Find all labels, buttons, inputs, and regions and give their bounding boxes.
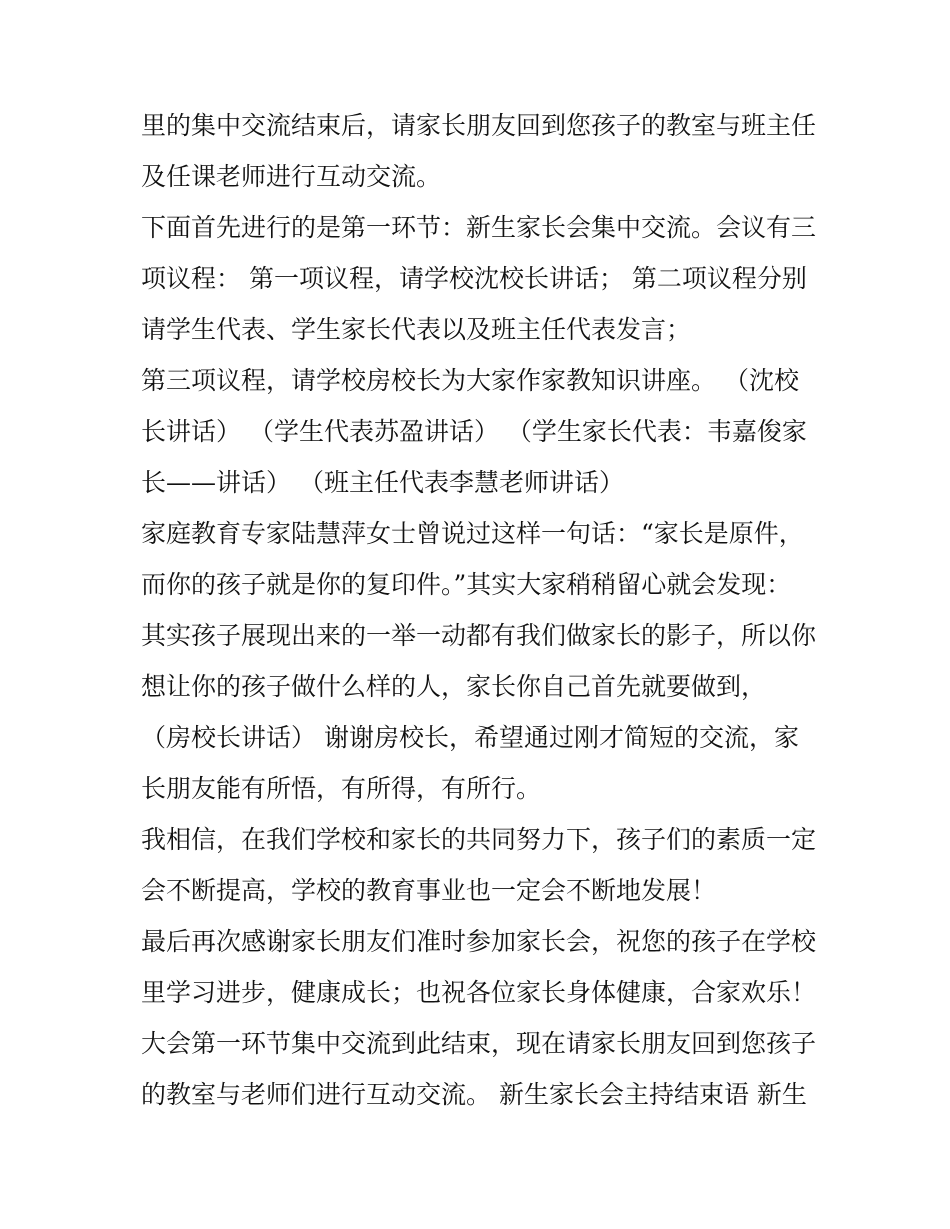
text-line: 的教室与老师们进行互动交流。 新生家长会主持结束语 新生 [141, 1080, 807, 1109]
text-line: 家庭教育专家陆慧萍女士曾说过这样一句话：“家长是原件， [141, 519, 804, 548]
text-line: 会不断提高，学校的教育事业也一定会不断地发展！ [141, 876, 717, 905]
text-line: 长朋友能有所悟，有所得，有所行。 [141, 774, 542, 803]
text-line: 里的集中交流结束后，请家长朋友回到您孩子的教室与班主任 [141, 111, 817, 140]
document-body [141, 100, 821, 1120]
text-line: （房校长讲话） 谢谢房校长，希望通过刚才简短的交流，家 [141, 723, 799, 752]
text-line: 里学习进步，健康成长；也祝各位家长身体健康，合家欢乐！ [141, 978, 817, 1007]
text-line: 请学生代表、学生家长代表以及班主任代表发言； [141, 315, 692, 344]
text-line: 项议程： 第一项议程，请学校沈校长讲话； 第二项议程分别 [141, 264, 807, 293]
text-line: 长——讲话） （班主任代表李慧老师讲话） [141, 468, 624, 497]
text-line: 长讲话） （学生代表苏盈讲话） （学生家长代表：韦嘉俊家 [141, 417, 807, 446]
text-line: 最后再次感谢家长朋友们准时参加家长会，祝您的孩子在学校 [141, 927, 817, 956]
text-line: 大会第一环节集中交流到此结束，现在请家长朋友回到您孩子 [141, 1029, 817, 1058]
text-line: 而你的孩子就是你的复印件。”其实大家稍稍留心就会发现： [141, 570, 792, 599]
text-line: 第三项议程，请学校房校长为大家作家教知识讲座。 （沈校 [141, 366, 799, 395]
text-line: 想让你的孩子做什么样的人，家长你自己首先就要做到， [141, 672, 767, 701]
text-line: 其实孩子展现出来的一举一动都有我们做家长的影子，所以你 [141, 621, 817, 650]
text-line: 我相信，在我们学校和家长的共同努力下，孩子们的素质一定 [141, 825, 817, 854]
text-line: 下面首先进行的是第一环节：新生家长会集中交流。会议有三 [141, 213, 817, 242]
text-line: 及任课老师进行互动交流。 [141, 162, 442, 191]
